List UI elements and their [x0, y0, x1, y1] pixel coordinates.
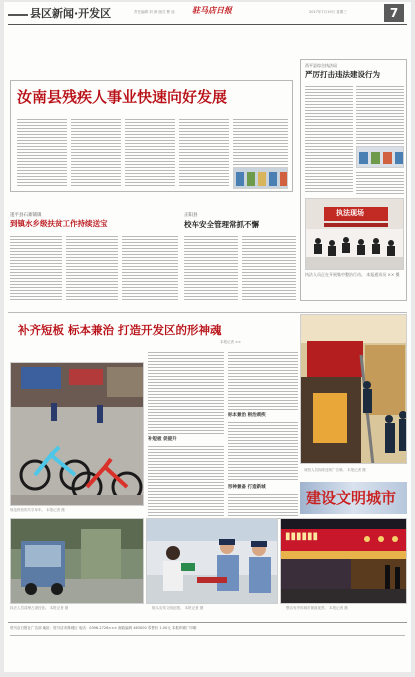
page-number: 7	[389, 6, 399, 20]
story-three-col-1	[10, 234, 62, 300]
footer-fine-print	[10, 633, 405, 637]
caption-night: 整洁有序的城市街道夜景。 本报记者 摄	[286, 606, 348, 610]
footer-text: 驻马店日报社广告部 地址：驻马店市驿城区 电话：0396-2726××× 邮政编码 463000 零售价 1.00元 本报印刷厂印刷	[10, 626, 197, 630]
feature-top-rule	[8, 312, 407, 313]
feature-photo-signboard	[300, 314, 407, 464]
lead-headline: 汝南县残疾人事业快速向好发展	[17, 88, 228, 106]
story-three-headline: 到镇水乡级扶贫工作持续送宝	[10, 219, 108, 228]
masthead-logo: 驻马店日报	[192, 5, 232, 15]
side-event-photo	[305, 198, 404, 270]
banner-text: 建设文明城市	[306, 489, 397, 507]
caption-cart: 执法人员清理占道经营。 本报记者 摄	[10, 606, 69, 610]
lead-text-col-2	[71, 117, 121, 187]
story-three-kicker: 遂平县石寨铺镇	[10, 213, 42, 218]
story-four-kicker: 正阳县	[184, 213, 198, 218]
side-text-col-1	[305, 84, 353, 194]
feature-text-right-1	[304, 476, 403, 478]
story-three	[10, 212, 180, 302]
header-left-rule	[8, 14, 28, 16]
story-four-col-1	[184, 234, 238, 300]
caption-signboard: 城管人员拆除违规广告牌。 本报记者 摄	[304, 468, 366, 472]
story-three-col-2	[66, 234, 118, 300]
feature-headline: 补齐短板 标本兼治 打造开发区的形神魂	[18, 323, 222, 337]
lead-text-col-4	[179, 117, 229, 187]
side-text-col-2b	[356, 170, 404, 194]
feature-photo-police	[146, 518, 278, 604]
side-headline: 严厉打击违法建设行为	[305, 70, 380, 79]
side-text-col-2	[356, 84, 404, 144]
lead-photo	[233, 167, 288, 189]
feature-subhead-1: 补短板 促提升	[148, 437, 177, 442]
newspaper-page	[4, 2, 411, 672]
feature-subhead-3: 形神兼备 打造新城	[228, 485, 266, 490]
side-small-photo	[356, 146, 404, 168]
side-story	[300, 59, 407, 301]
feature-text-block-a	[148, 350, 224, 520]
story-four	[184, 212, 296, 302]
lead-text-col-1	[17, 117, 67, 187]
story-four-col-2	[242, 234, 296, 300]
feature-byline: 本报记者 ××	[220, 340, 241, 344]
caption-bikes: 规范停放的共享单车。 本报记者 摄	[10, 508, 65, 512]
story-four-headline: 校车安全管理常抓不懈	[184, 220, 259, 229]
lead-text-col-5	[233, 117, 288, 165]
feature-subhead-2: 标本兼治 根治顽疾	[228, 413, 266, 418]
side-photo-caption: 执法人员正在开展集中整治行动。 本报通讯员 ×× 摄	[305, 272, 400, 277]
feature-text-b2	[228, 420, 298, 482]
section-title: 县区新闻·开发区	[30, 7, 112, 20]
page-number-badge	[384, 4, 404, 22]
feature-photo-bikes	[10, 362, 144, 506]
header-rule	[8, 24, 407, 25]
lead-text-col-3	[125, 117, 175, 187]
night-sign-text	[285, 530, 318, 544]
page-header	[4, 2, 411, 28]
footer-rule	[8, 622, 407, 623]
story-three-col-3	[122, 234, 178, 300]
feature-title-bar	[10, 318, 296, 346]
feature-text-b1	[228, 350, 298, 410]
feature-text-b3	[228, 492, 298, 520]
feature-text-a2	[148, 444, 224, 520]
header-meta-left: 责任编辑 刘 涛 版式 曹 蕊	[134, 10, 175, 14]
feature-photo-night	[280, 518, 407, 604]
feature-photo-cart	[10, 518, 144, 604]
side-kicker: 西平县综合执法局	[305, 63, 337, 68]
lead-story	[10, 80, 293, 192]
side-banner-text: 执法现场	[336, 209, 364, 217]
feature-text-block-b	[228, 350, 298, 520]
civilization-banner	[300, 482, 407, 514]
feature-text-a1	[148, 350, 224, 434]
caption-police: 街头宣传文明创建。 本报记者 摄	[152, 606, 204, 610]
night-sign-glyphs: ▮▮▮▮▮▮	[285, 531, 319, 542]
header-date: 2017年7月19日 星期三	[309, 10, 347, 14]
